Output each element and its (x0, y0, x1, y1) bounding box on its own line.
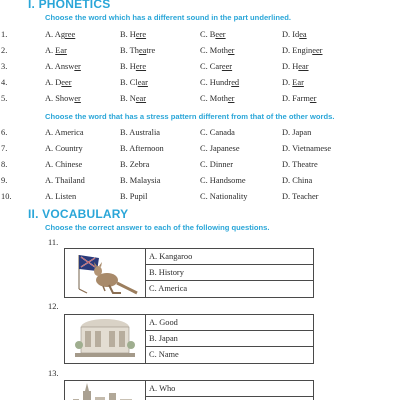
underlined-part: eer (215, 30, 226, 39)
underlined-part: ere (135, 30, 147, 39)
option-c[interactable] (200, 62, 232, 71)
option-d[interactable] (282, 78, 304, 87)
question-12-number: 12. (48, 302, 59, 311)
word-part: C. Car (200, 62, 222, 71)
question-12-option-a[interactable]: A. Good (146, 315, 313, 331)
phonetics-instruction-2: Choose the word that has a stress pattern different from that of the other words. (45, 112, 335, 121)
question-number: 1. (1, 30, 8, 39)
underlined-part: ed (231, 78, 240, 87)
word-part: C. Moth (200, 46, 228, 55)
option-d[interactable] (282, 94, 316, 103)
option-b[interactable]: B. Afternoon (120, 144, 164, 153)
option-d[interactable] (282, 62, 309, 71)
tower-picture-icon (65, 381, 146, 400)
underlined-part: er (309, 94, 317, 103)
word-part: B. Th (120, 46, 139, 55)
underlined-part: ere (135, 62, 147, 71)
underlined-part: ree (65, 30, 76, 39)
option-c[interactable]: C. Dinner (200, 160, 234, 169)
option-d[interactable]: D. Theatre (282, 160, 318, 169)
phonetics-heading: I. PHONETICS (28, 0, 111, 11)
option-a[interactable] (45, 94, 81, 103)
word-part: C. Moth (200, 94, 228, 103)
word-part: A. (45, 46, 56, 55)
underlined-part: eer (61, 78, 72, 87)
option-a[interactable]: A. Chinese (45, 160, 83, 169)
word-part: C. Hundr (200, 78, 232, 87)
vocabulary-instruction: Choose the correct answer to each of the following questions. (45, 223, 270, 232)
underlined-part: Ear (292, 78, 304, 87)
option-d[interactable]: D. Japan (282, 128, 312, 137)
underlined-part: ear (298, 62, 309, 71)
underlined-part: er (74, 62, 81, 71)
option-a[interactable] (45, 62, 81, 71)
question-number: 5. (1, 94, 8, 103)
word-part: D. Farm (282, 94, 310, 103)
option-b[interactable]: B. Zebra (120, 160, 150, 169)
building-picture-icon (65, 315, 146, 363)
option-c[interactable]: C. Nationality (200, 192, 248, 201)
word-part: A. Answ (45, 62, 75, 71)
question-12-box (64, 314, 314, 364)
option-d[interactable] (282, 46, 322, 55)
option-b[interactable] (120, 46, 155, 55)
option-a[interactable]: A. America (45, 128, 84, 137)
question-13-number: 13. (48, 369, 59, 378)
option-d[interactable]: D. China (282, 176, 313, 185)
question-number: 2. (1, 46, 8, 55)
question-11-option-b[interactable]: B. History (146, 265, 313, 281)
option-a[interactable]: A. Thailand (45, 176, 85, 185)
question-13-box (64, 380, 314, 400)
option-d[interactable]: D. Teacher (282, 192, 319, 201)
underlined-part: ea (299, 30, 307, 39)
option-a[interactable] (45, 78, 72, 87)
question-number: 9. (1, 176, 8, 185)
underlined-part: eer (221, 62, 233, 71)
kangaroo-flag-picture-icon (65, 249, 146, 297)
question-11-option-c[interactable]: C. America (149, 284, 188, 293)
question-number: 3. (1, 62, 8, 71)
question-number: 7. (1, 144, 8, 153)
question-11-box (64, 248, 314, 298)
option-b[interactable]: B. Malaysia (120, 176, 161, 185)
option-b[interactable] (120, 78, 148, 87)
word-part: D. Engin (282, 46, 313, 55)
vocabulary-heading: II. VOCABULARY (28, 207, 129, 221)
option-c[interactable] (200, 30, 226, 39)
underlined-part: er (74, 94, 81, 103)
option-d[interactable]: D. Vietnamese (282, 144, 332, 153)
word-part: tre (146, 46, 156, 55)
word-part: B. H (120, 30, 136, 39)
option-c[interactable]: C. Handsome (200, 176, 246, 185)
option-d[interactable] (282, 30, 307, 39)
word-part: A. Show (45, 94, 75, 103)
option-a[interactable]: A. Country (45, 144, 83, 153)
word-part: B. N (120, 94, 136, 103)
underlined-part: ear (137, 78, 148, 87)
underlined-part: ea (138, 46, 147, 55)
word-part: A. D (45, 78, 62, 87)
question-number: 6. (1, 128, 8, 137)
option-a[interactable] (45, 46, 67, 55)
option-a[interactable] (45, 30, 75, 39)
question-12-option-b[interactable]: B. Japan (146, 331, 313, 347)
question-number: 8. (1, 160, 8, 169)
option-a[interactable]: A. Listen (45, 192, 77, 201)
word-part: D. Id (282, 30, 300, 39)
underlined-part: er (227, 46, 235, 55)
phonetics-instruction-1: Choose the word which has a different sound in the part underlined. (45, 13, 291, 22)
option-c[interactable]: C. Japanese (200, 144, 240, 153)
question-number: 10. (1, 192, 12, 201)
question-11-option-a[interactable]: A. Kangaroo (146, 249, 313, 265)
question-12-option-c[interactable]: C. Name (149, 350, 179, 359)
option-b[interactable]: B. Australia (120, 128, 161, 137)
question-13-option-a[interactable]: A. Who (146, 381, 313, 397)
option-c[interactable] (200, 78, 239, 87)
option-c[interactable]: C. Canada (200, 128, 235, 137)
word-part: D. H (282, 62, 299, 71)
underlined-part: er (227, 94, 235, 103)
option-c[interactable] (200, 94, 234, 103)
underlined-part: Ear (55, 46, 67, 55)
underlined-part: eer (312, 46, 323, 55)
word-part: A. Ag (45, 30, 66, 39)
underlined-part: ear (135, 94, 147, 103)
word-part: B. H (120, 62, 136, 71)
option-b[interactable] (120, 30, 146, 39)
option-c[interactable] (200, 46, 234, 55)
option-b[interactable] (120, 62, 146, 71)
option-b[interactable]: B. Pupil (120, 192, 148, 201)
word-part: C. B (200, 30, 216, 39)
word-part: D. (282, 78, 293, 87)
question-number: 4. (1, 78, 8, 87)
option-b[interactable] (120, 94, 146, 103)
question-11-number: 11. (48, 238, 59, 247)
word-part: B. Cl (120, 78, 138, 87)
